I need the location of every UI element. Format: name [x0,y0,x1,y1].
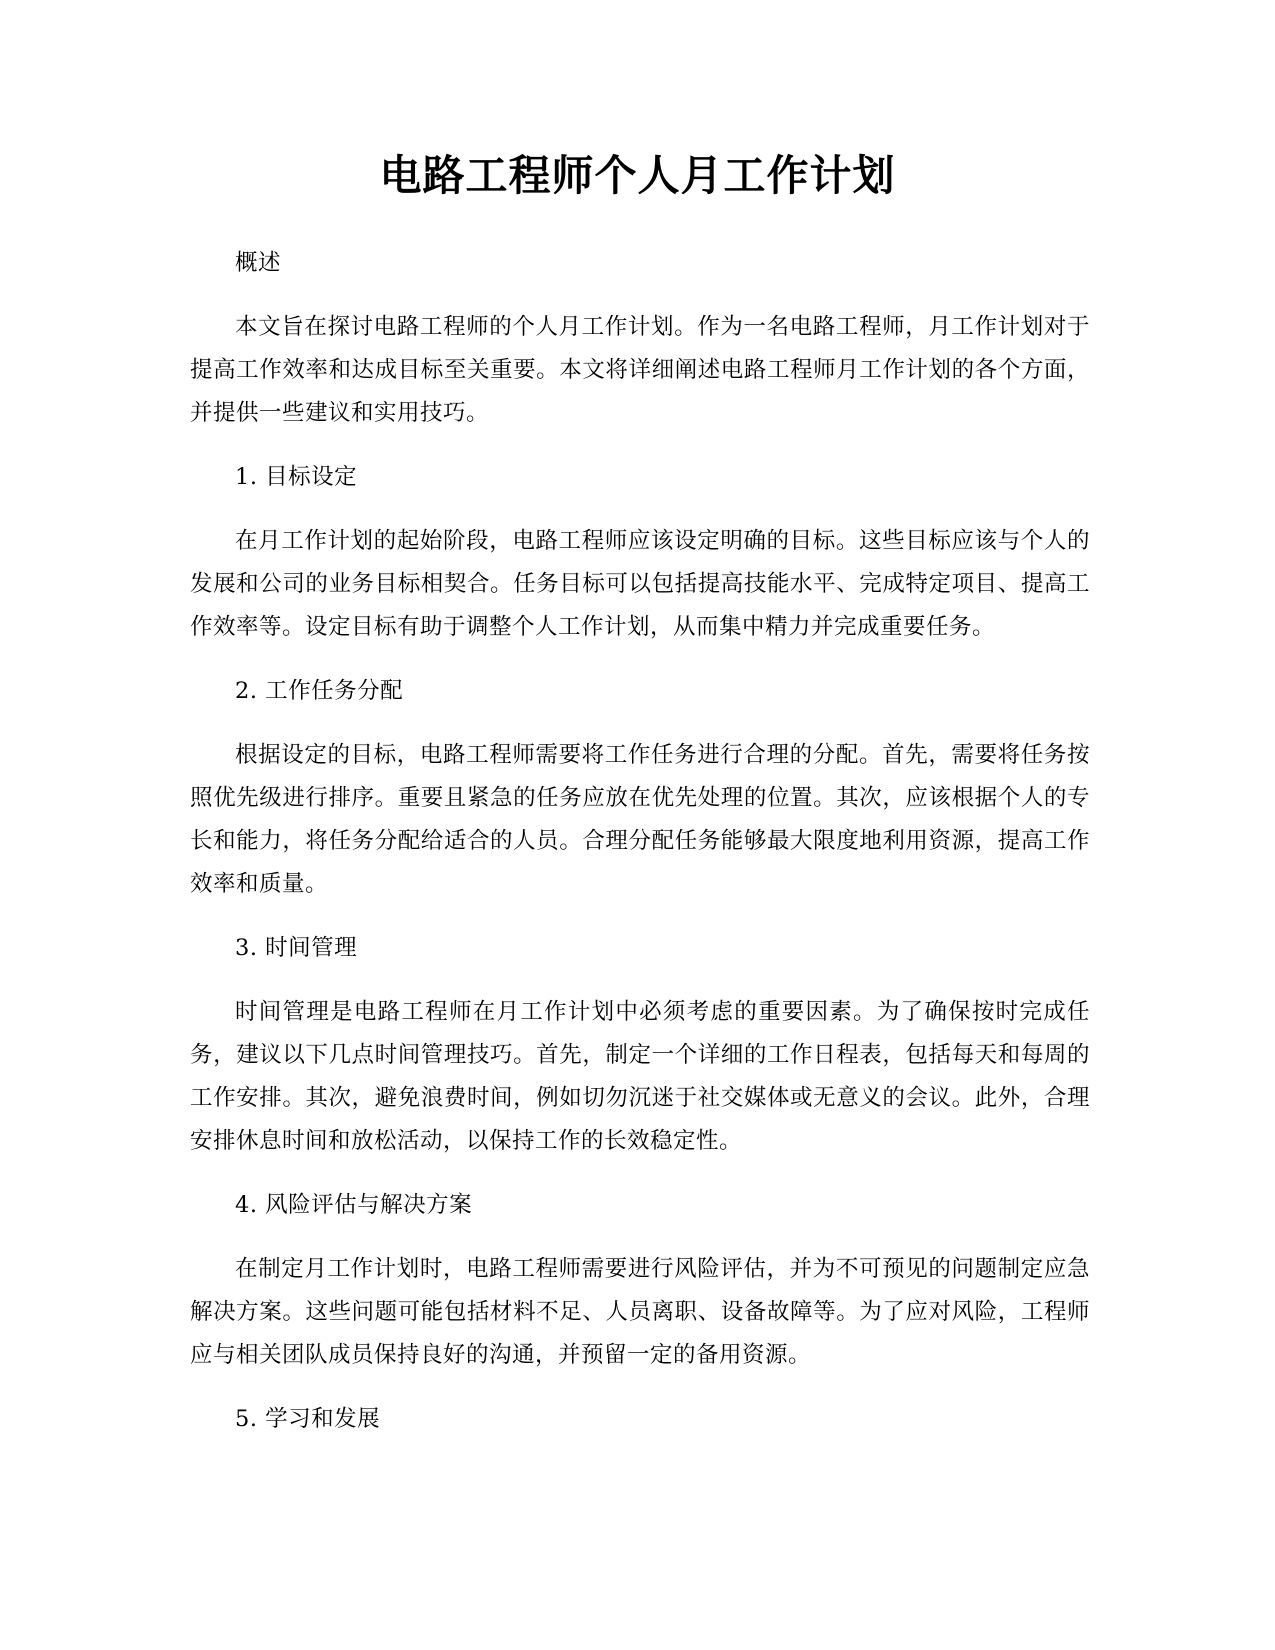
section-heading-risk-assessment: 4. 风险评估与解决方案 [235,1192,473,1218]
section-heading-time-management: 3. 时间管理 [235,935,358,961]
section-heading-overview: 概述 [235,250,282,276]
section-heading-goal-setting: 1. 目标设定 [235,464,358,490]
paragraph-risk-assessment: 在制定月工作计划时，电路工程师需要进行风险评估，并为不可预见的问题制定应急解决方案。这些问题可能包括材料不足、人员离职、设备故障等。为了应对风险，工程师应与相关团队成员保持良好的沟通，并预留一定的备用资源。 [190,1256,1090,1368]
paragraph-goal-setting: 在月工作计划的起始阶段，电路工程师应该设定明确的目标。这些目标应该与个人的发展和公司的业务目标相契合。任务目标可以包括提高技能水平、完成特定项目、提高工作效率等。设定目标有助于调整个人工作计划，从而集中精力并完成重要任务。 [190,528,1090,640]
document-body [190,242,1090,1462]
paragraph-overview: 本文旨在探讨电路工程师的个人月工作计划。作为一名电路工程师，月工作计划对于提高工作效率和达成目标至关重要。本文将详细阐述电路工程师月工作计划的各个方面，并提供一些建议和实用技巧。 [190,314,1090,426]
paragraph-task-allocation: 根据设定的目标，电路工程师需要将工作任务进行合理的分配。首先，需要将任务按照优先级进行排序。重要且紧急的任务应放在优先处理的位置。其次，应该根据个人的专长和能力，将任务分配给适合的人员。合理分配任务能够最大限度地利用资源，提高工作效率和质量。 [190,742,1090,897]
document-title: 电路工程师个人月工作计划 [379,151,896,200]
section-heading-learning: 5. 学习和发展 [235,1406,381,1432]
section-heading-task-allocation: 2. 工作任务分配 [235,678,404,704]
paragraph-time-management: 时间管理是电路工程师在月工作计划中必须考虑的重要因素。为了确保按时完成任务，建议以下几点时间管理技巧。首先，制定一个详细的工作日程表，包括每天和每周的工作安排。其次，避免浪费时间，例如切勿沉迷于社交媒体或无意义的会议。此外，合理安排休息时间和放松活动，以保持工作的长效稳定性。 [190,999,1090,1154]
